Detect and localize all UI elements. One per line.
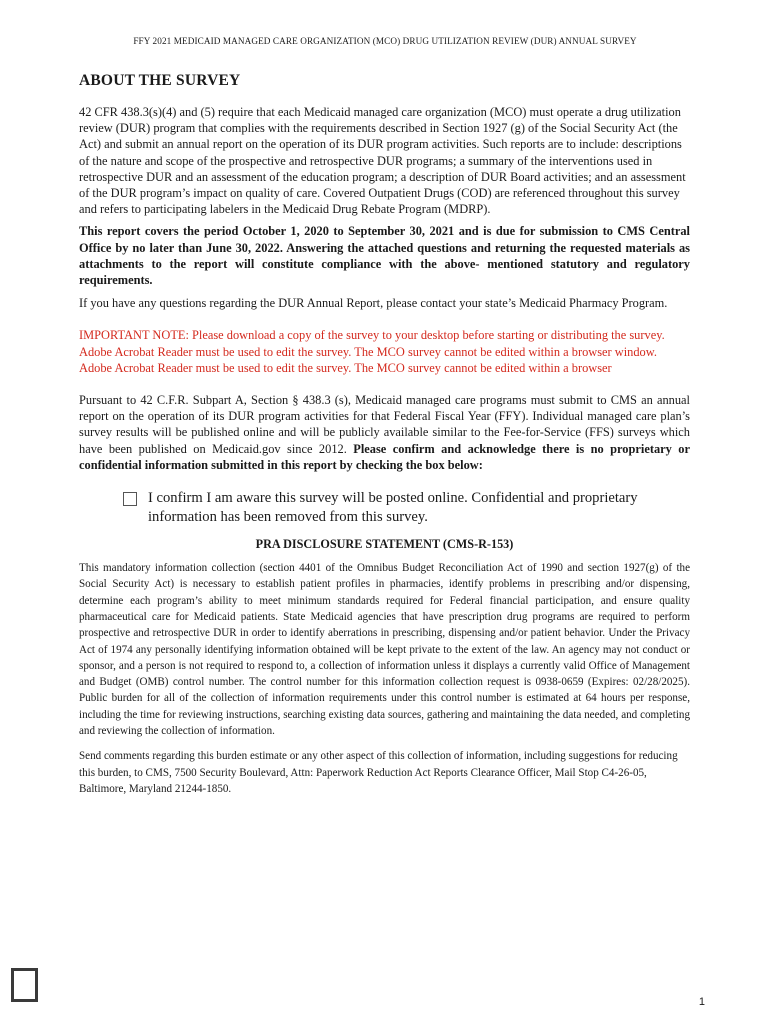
survey-content: [79, 72, 690, 797]
page-corner-box: [11, 968, 38, 1002]
contact-paragraph: If you have any questions regarding the DUR Annual Report, please contact your state’s Medicaid Pharmacy Program.: [79, 296, 668, 311]
important-note: IMPORTANT NOTE: Please download a copy of the survey to your desktop before starting or distributing the survey. Adobe Acrobat Reader must be used to edit the survey. The MCO survey cannot be edited within a browser window. Adobe Acrobat Reader must be used to edit the survey. The MCO survey cannot be edited within a browser: [79, 328, 665, 375]
page-number: 1: [698, 996, 705, 1008]
running-header: FFY 2021 MEDICAID MANAGED CARE ORGANIZATION (MCO) DRUG UTILIZATION REVIEW (DUR) ANNUAL SURVEY: [133, 36, 637, 46]
pursuant-paragraph: [79, 392, 690, 473]
reporting-period-paragraph: This report covers the period October 1, 2020 to September 30, 2021 and is due for submission to CMS Central Office by no later than June 30, 2022. Answering the attached questions and returning the requested materials as attachments to the report will constitute compliance with the above- mentioned statutory and regulatory requirements.: [79, 224, 690, 288]
pursuant-text: Pursuant to 42 C.F.R. Subpart A, Section § 438.3 (s), Medicaid managed care programs must submit to CMS an annual report on the operation of its DUR program activities for that Federal Fiscal Year (FFY). Individual managed care plan’s survey results will be published online and will be publicly available similar to the Fee-for-Service (FFS) surveys which have been published on Medicaid.gov since 2012.: [79, 393, 690, 456]
pra-send-comments: Send comments regarding this burden estimate or any other aspect of this collection of information, including suggestions for reducing this burden, to CMS, 7500 Security Boulevard, Attn: Paperwork Reduction Act Reports Clearance Officer, Mail Stop C4-26-05, Baltimore, Maryland 21244-1850.: [79, 750, 678, 795]
confirm-instruction: Please confirm and acknowledge there is no proprietary or confidential information submitted in this report by checking the box below:: [79, 441, 690, 472]
pra-title: PRA DISCLOSURE STATEMENT (CMS-R-153): [255, 537, 514, 552]
pra-body: This mandatory information collection (section 4401 of the Omnibus Budget Reconciliation Act of 1990 and section 1927(g) of the Social Security Act) is necessary to establish patient profiles in pharmacies, identify problems in prescribing and/or dispensing, determine each program’s ability to meet minimum standards required for Federal financial participation, and ensure quality pharmaceutical care for Medicaid patients. State Medicaid agencies that have prescription drug programs are required to perform prospective and retrospective DUR in order to identify aberrations in prescribing, dispensing and/or patient behavior. Under the Privacy Act of 1974 any personally identifying information obtained will be kept private to the extent of the law. An agency may not conduct or sponsor, and a person is not required to respond to, a collection of information unless it displays a currently valid Office of Management and Budget (OMB) control number. The control number for this information collection request is 0938-0659 (Expires: 02/28/2025). Public burden for all of the collection of information requirements under this control number is estimated at 64 hours per response, including the time for reviewing instructions, searching existing data sources, gathering and maintaining the data needed, and completing and reviewing the collection of information.: [79, 562, 690, 738]
intro-paragraph: 42 CFR 438.3(s)(4) and (5) require that each Medicaid managed care organization (MCO) must operate a drug utilization review (DUR) program that complies with the requirements described in Section 1927 (g) of the Social Security Act (the Act) and submit an annual report on the operation of its DUR program activities. Such reports are to include: descriptions of the nature and scope of the prospective and retrospective DUR programs; a summary of the interventions used in retrospective DUR and an assessment of the education program; a description of DUR Board activities; and an assessment of the DUR program’s impact on quality of care. Covered Outpatient Drugs (COD) are referenced throughout this survey and refers to participating labelers in the Medicaid Drug Rebate Program (MDRP).: [79, 105, 686, 217]
confirm-label: I confirm I am aware this survey will be posted online. Confidential and proprietary information has been removed from this survey.: [148, 490, 638, 526]
confirmation-row[interactable]: [123, 489, 690, 527]
section-heading: ABOUT THE SURVEY: [79, 72, 241, 89]
confirm-checkbox[interactable]: [123, 492, 137, 506]
